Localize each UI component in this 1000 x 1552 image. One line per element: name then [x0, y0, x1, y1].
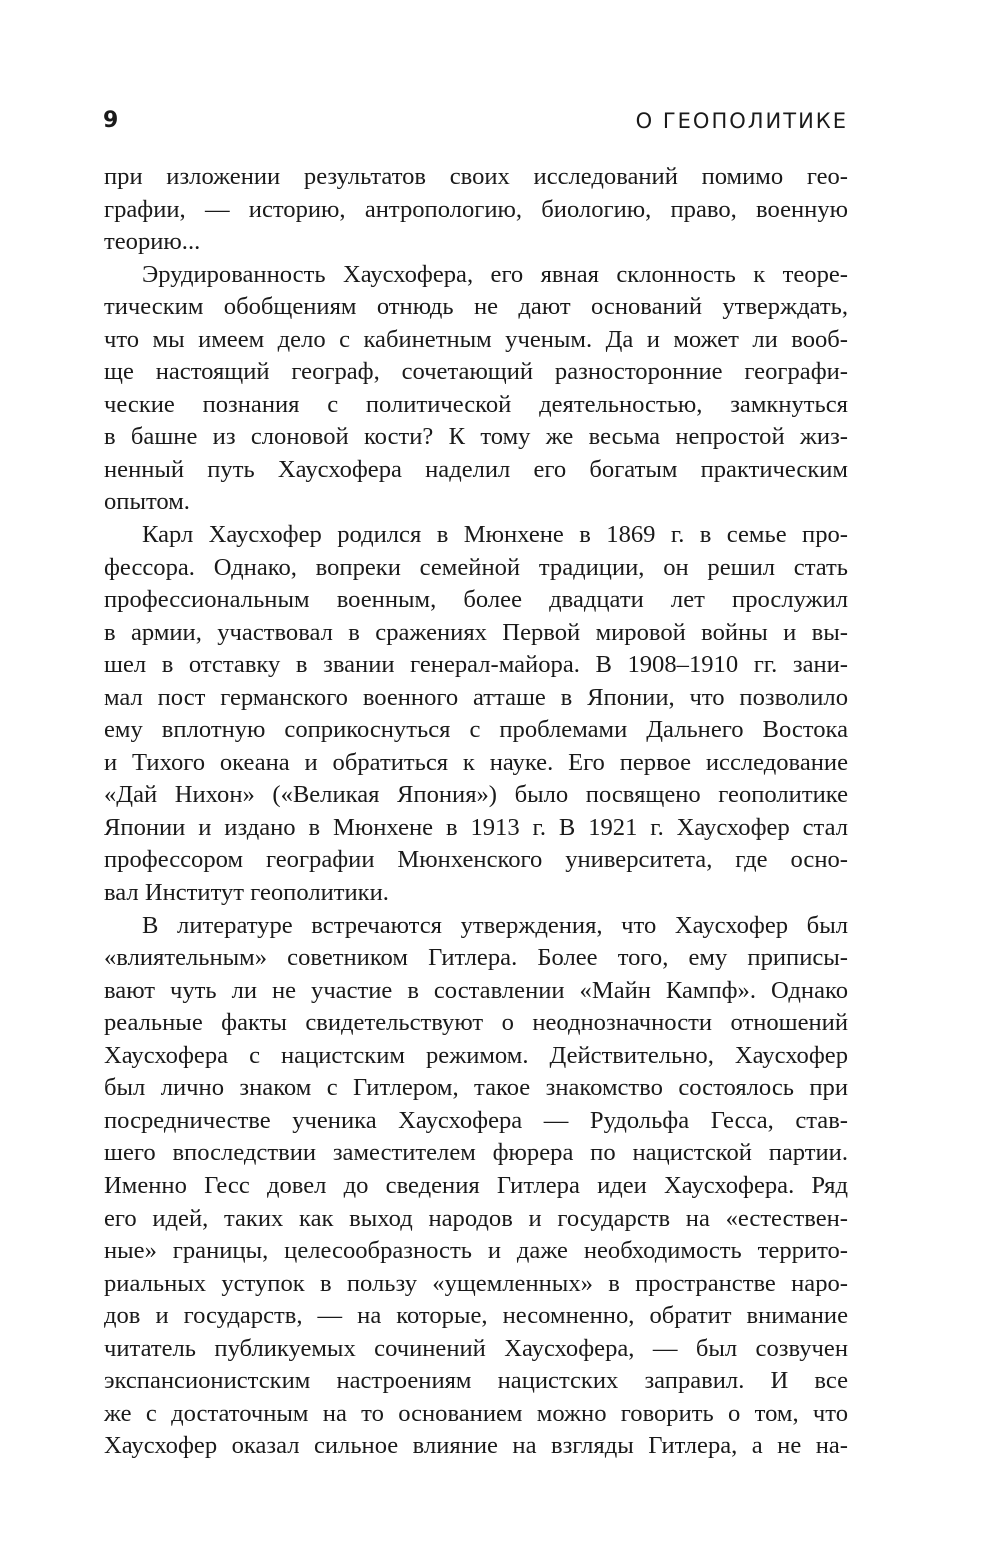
- text-line: риальных уступок в пользу «ущемленных» в пространстве наро-: [104, 1269, 848, 1297]
- text-line: при изложении результатов своих исследований помимо гео-: [104, 163, 848, 190]
- text-line: «Дай Нихон» («Великая Япония») было посвящено геополитике: [104, 781, 848, 809]
- text-line: графии, — историю, антропологию, биологию, право, военную: [104, 195, 848, 223]
- text-line: и Тихого океана и обратиться к науке. Его первое исследование: [104, 748, 848, 776]
- text-line: Эрудированность Хаусхофера, его явная склонность к теоре-: [142, 260, 848, 288]
- text-line: мал пост германского военного атташе в Японии, что позволило: [104, 683, 848, 711]
- text-line: ные» границы, целесообразность и даже необходимость террито-: [104, 1237, 848, 1265]
- text-line: в армии, участвовал в сражениях Первой мировой войны и вы-: [104, 618, 848, 646]
- text-line: профессором географии Мюнхенского университета, где осно-: [104, 846, 848, 874]
- text-line: Японии и издано в Мюнхене в 1913 г. В 1921 г. Хаусхофер стал: [104, 813, 848, 841]
- text-line: был лично знаком с Гитлером, такое знакомство состоялось при: [104, 1074, 848, 1102]
- text-line: ческие познания с политической деятельностью, замкнуться: [104, 390, 848, 418]
- text-line: тическим обобщениям отнюдь не дают оснований утверждать,: [104, 293, 848, 321]
- text-line: шел в отставку в звании генерал-майора. В 1908–1910 гг. зани-: [104, 651, 848, 679]
- text-line: реальные факты свидетельствуют о неоднозначности отношений: [104, 1009, 848, 1037]
- text-line: опытом.: [104, 488, 190, 516]
- text-line: «влиятельным» советником Гитлера. Более того, ему приписы-: [104, 944, 848, 972]
- text-line: В литературе встречаются утверждения, что Хаусхофер был: [142, 911, 848, 939]
- text-line: Именно Гесс довел до сведения Гитлера идеи Хаусхофера. Ряд: [104, 1171, 848, 1199]
- text-line: фессора. Однако, вопреки семейной традиции, он решил стать: [104, 553, 848, 581]
- text-line: ще настоящий географ, сочетающий разносторонние географи-: [104, 358, 848, 386]
- text-line: Карл Хаусхофер родился в Мюнхене в 1869 г. в семье про-: [142, 521, 848, 549]
- text-line: ненный путь Хаусхофера наделил его богатым практическим: [104, 455, 848, 483]
- text-line: же с достаточным на то основанием можно говорить о том, что: [104, 1399, 848, 1427]
- text-line: посредничестве ученика Хаусхофера — Рудольфа Гесса, став-: [104, 1106, 848, 1134]
- text-line: читатель публикуемых сочинений Хаусхофера, — был созвучен: [104, 1334, 848, 1362]
- text-line: вают чуть ли не участие в составлении «Майн Кампф». Однако: [104, 976, 848, 1004]
- text-line: экспансионистским настроениям нацистских заправил. И все: [104, 1367, 848, 1395]
- body-text: [104, 161, 848, 1463]
- text-line: его идей, таких как выход народов и государств на «естествен-: [104, 1204, 848, 1232]
- text-line: Хаусхофера с нацистским режимом. Действительно, Хаусхофер: [104, 1041, 848, 1069]
- text-line: вал Институт геополитики.: [104, 879, 389, 907]
- text-line: в башне из слоновой кости? К тому же весьма непростой жиз-: [104, 423, 848, 451]
- text-line: Хаусхофер оказал сильное влияние на взгляды Гитлера, а не на-: [104, 1432, 848, 1460]
- text-line: дов и государств, — на которые, несомненно, обратит внимание: [104, 1302, 848, 1330]
- text-line: шего впоследствии заместителем фюрера по нацистской партии.: [104, 1139, 848, 1167]
- text-line: теорию...: [104, 228, 201, 256]
- page-number: 9: [103, 108, 119, 133]
- text-line: ему вплотную соприкоснуться с проблемами Дальнего Востока: [104, 716, 848, 744]
- running-head: О ГЕОПОЛИТИКЕ: [635, 109, 848, 133]
- text-line: профессиональным военным, более двадцати лет прослужил: [104, 586, 848, 614]
- text-line: что мы имеем дело с кабинетным ученым. Да и может ли вооб-: [104, 325, 848, 353]
